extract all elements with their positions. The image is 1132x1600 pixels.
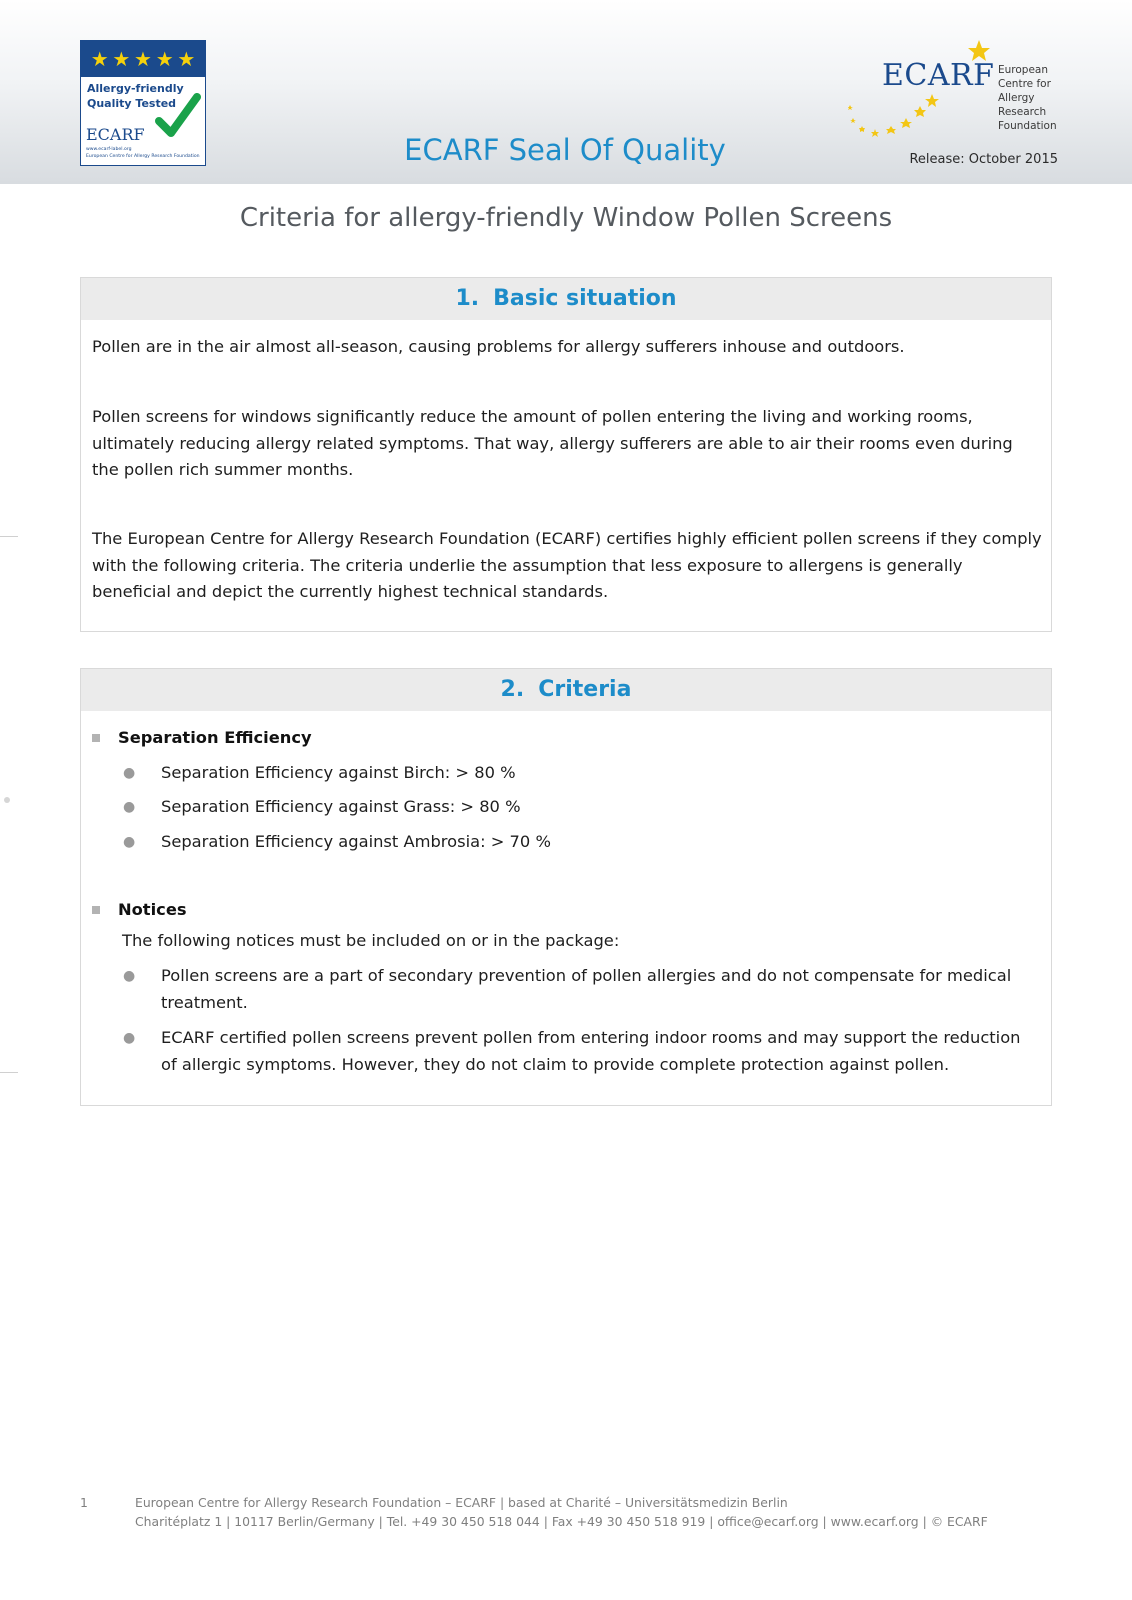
seal-brand: ECARF xyxy=(86,125,145,144)
list-item-text: Pollen screens are a part of secondary prevention of pollen allergies and do not compensate for medical treatment. xyxy=(161,966,1012,1012)
star-icon: ★ xyxy=(134,47,152,71)
star-icon: ★ xyxy=(177,47,196,71)
star-icon: ★ xyxy=(90,47,109,71)
section-number: 1. xyxy=(455,286,480,311)
release-date: Release: October 2015 xyxy=(909,152,1058,167)
bullet-dot-icon: ● xyxy=(123,799,136,815)
ecarf-logo-text xyxy=(998,63,1057,133)
allergy-friendly-seal xyxy=(80,40,206,166)
seal-org: European Centre for Allergy Research Foundation xyxy=(86,154,200,159)
list-item-text: ECARF certified pollen screens prevent pollen from entering indoor rooms and may support the reduction of allergic symptoms. However, they do not claim to provide complete protection against pollen. xyxy=(161,1028,1021,1074)
section-title: Basic situation xyxy=(493,286,677,311)
seal-line-allergy-friendly: Allergy-friendly xyxy=(87,82,184,95)
list-item-text: Separation Efficiency against Ambrosia: > 70 % xyxy=(161,832,551,851)
margin-dot xyxy=(4,797,10,803)
page-subtitle: Criteria for allergy-friendly Window Pollen Screens xyxy=(239,203,893,233)
logo-text-line: Allergy xyxy=(998,92,1035,104)
paragraph: The European Centre for Allergy Research Foundation (ECARF) certifies highly efficient pollen screens if they comply with the following criteria. The criteria underlie the assumption that less exposure to allergens is generally beneficial and depict the currently highest technical standards. xyxy=(92,529,1042,601)
star-icon: ★ xyxy=(155,47,174,71)
seal-star-band xyxy=(81,41,205,77)
list-item xyxy=(121,794,1031,821)
footer-line: European Centre for Allergy Research Foundation – ECARF | based at Charité – Universitätsmedizin Berlin xyxy=(135,1495,788,1510)
list-item-text: Separation Efficiency against Birch: > 80 % xyxy=(161,763,516,782)
square-bullet-icon xyxy=(92,734,100,742)
checkmark-icon xyxy=(155,93,201,141)
logo-text-line: Foundation xyxy=(998,120,1057,132)
section-basic-situation xyxy=(80,277,1052,632)
notices-intro: The following notices must be included on or in the package: xyxy=(122,931,620,950)
group-heading-label: Notices xyxy=(118,900,187,919)
list-item xyxy=(121,760,1031,787)
header-band xyxy=(0,0,1132,184)
group-heading-label: Separation Efficiency xyxy=(118,728,312,747)
section-criteria xyxy=(80,668,1052,1106)
bullet-dot-icon: ● xyxy=(123,765,136,781)
footer-lines xyxy=(135,1493,1035,1531)
logo-text-line: Research xyxy=(998,106,1047,118)
section-heading xyxy=(81,669,1051,711)
seal-line-quality-tested: Quality Tested xyxy=(87,97,177,110)
bullet-dot-icon: ● xyxy=(123,1030,136,1046)
square-bullet-icon xyxy=(92,906,100,914)
section-number: 2. xyxy=(500,677,525,702)
bullet-dot-icon: ● xyxy=(123,968,136,984)
star-icon: ★ xyxy=(112,47,131,71)
list-item xyxy=(121,1025,1031,1078)
paragraph: Pollen screens for windows significantly reduce the amount of pollen entering the living and working rooms, ultimately reducing allergy related symptoms. That way, allergy sufferers are able to air their rooms even during the pollen rich summer months. xyxy=(92,407,1013,479)
margin-mark xyxy=(0,1072,18,1073)
page-number: 1 xyxy=(80,1495,88,1510)
logo-text-line: European xyxy=(998,64,1049,76)
list-item xyxy=(121,963,1031,1016)
seal-url: www.ecarf-label.org xyxy=(86,147,132,152)
bullet-dot-icon: ● xyxy=(123,834,136,850)
section-title: Criteria xyxy=(538,677,632,702)
ecarf-logo-wordmark: ECARF xyxy=(882,58,995,93)
footer-line: Charitéplatz 1 | 10117 Berlin/Germany | Tel. +49 30 450 518 044 | Fax +49 30 450 518 919 | office@ecarf.org | www.ecarf.org | © ECARF xyxy=(135,1514,988,1529)
criteria-group-heading xyxy=(92,900,187,919)
criteria-group-heading xyxy=(92,728,312,747)
paragraph: Pollen are in the air almost all-season, causing problems for allergy sufferers inhouse and outdoors. xyxy=(92,337,905,356)
section-heading xyxy=(81,278,1051,320)
logo-text-line: Centre for xyxy=(998,78,1051,90)
list-item xyxy=(121,829,1031,856)
margin-mark xyxy=(0,536,18,537)
document-title: ECARF Seal Of Quality xyxy=(404,133,726,167)
list-item-text: Separation Efficiency against Grass: > 80 % xyxy=(161,797,521,816)
